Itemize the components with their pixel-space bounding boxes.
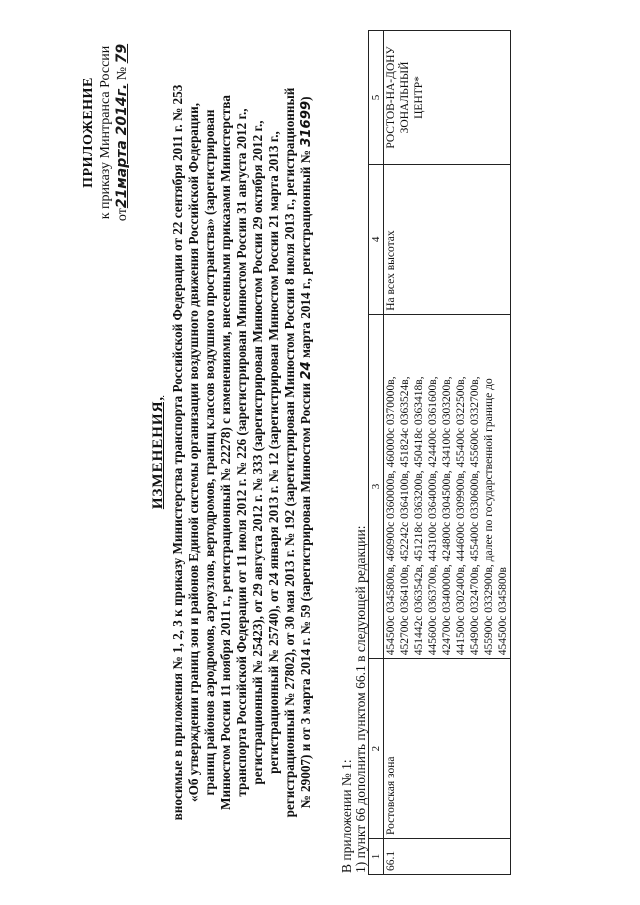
center-line: ЦЕНТР* — [413, 76, 425, 119]
date-prefix: от — [115, 208, 130, 222]
handwritten-day: 24 — [299, 361, 314, 380]
zone-name-cell: Ростовская зона — [384, 659, 511, 839]
boundaries-cell — [384, 314, 511, 659]
intro-line: «Об утверждении границ зон и районов Единой системы организации воздушного движения Российской Федерации, — [186, 103, 201, 803]
coordinates-line: 451442с 0363542в, 451218с 0363200в, 450418с 0363418в, — [413, 376, 425, 656]
handwritten-reg-number: 31699 — [299, 100, 314, 147]
table-row — [384, 31, 511, 875]
number-prefix: № — [115, 66, 130, 81]
appendix-order-line: к приказу Минтранса России — [98, 45, 113, 220]
intro-line: регистрационный № 25740), от 24 января 2013 г. № 12 (зарегистрирован Минюстом России 21 марта 2013 г., — [266, 131, 281, 774]
intro-line: Минюстом России 11 ноября 2011 г., регистрационный № 22278) с изменениями, внесенными приказами Министерства — [218, 95, 233, 810]
header-cell: 5 — [369, 31, 384, 165]
coordinates-line: 424700с 0340000в, 424800с 0304500в, 434100с 0303200в, — [441, 376, 453, 656]
handwritten-number: 79 — [114, 43, 130, 64]
header-cell: 1 — [369, 839, 384, 875]
handwritten-date: 21марта 2014г. — [114, 83, 130, 209]
appendix-block — [80, 20, 131, 245]
document-heading: ИЗМЕНЕНИЯ, — [150, 395, 166, 510]
coordinates-line: 454500с 0345800в, 460900с 0360000в, 460000с 0370000в, — [385, 376, 397, 656]
altitude-cell: На всех высотах — [384, 164, 511, 314]
intro-line: № 29007) и от 3 марта 2014 г. № 59 (зарегистрирован Минюстом России 24 марта 2014 г., регистрационный № 31699) — [298, 96, 314, 809]
coordinates-line: 454500с 0345800в — [497, 567, 509, 656]
center-line: ЗОНАЛЬНЫЙ — [399, 61, 411, 134]
center-line: РОСТОВ-НА-ДОНУ — [385, 46, 397, 149]
appendix-date-line — [114, 20, 131, 245]
header-cell: 4 — [369, 164, 384, 314]
zones-table — [368, 30, 511, 875]
header-cell: 3 — [369, 314, 384, 659]
intro-line: регистрационный № 27802), от 30 мая 2013 г. № 192 (зарегистрирован Минюстом России 8 июля 2013 г., регистрационный — [282, 87, 297, 818]
appendix-reference: В приложении № 1: — [339, 759, 354, 873]
amendment-instruction: 1) пункт 66 дополнить пунктом 66.1 в следующей редакции: — [353, 525, 368, 873]
intro-line: транспорта Российской Федерации от 11 июля 2012 г. № 226 (зарегистрирован Минюстом России 31 августа 2012 г., — [234, 108, 249, 797]
intro-paragraph — [170, 35, 315, 870]
intro-line: границ районов аэродромов, аэроузлов, вертодромов, границ классов воздушного пространства» (зарегистрирован — [202, 109, 217, 796]
coordinates-line: 452700с 0364100в, 452242с 0364100в, 451824с 0363524в, — [399, 376, 411, 656]
coordinates-line: 441500с 0302400в, 444600с 0309900в, 455400с 0322500в, — [455, 376, 467, 656]
center-cell — [384, 31, 511, 165]
coordinates-line: 445600с 0363700в, 443100с 0364000в, 424400с 0361600в, — [427, 376, 439, 656]
coordinates-line: 455900с 0332900в, далее по государственной границе до — [483, 378, 495, 656]
intro-line: вносимые в приложения № 1, 2, 3 к приказу Министерства транспорта Российской Федерации от 22 сентября 2011 г. № 253 — [170, 84, 185, 821]
intro-line: регистрационный № 25423), от 29 августа 2012 г. № 333 (зарегистрирован Минюстом России 29 октября 2012 г., — [250, 120, 265, 785]
coordinates-line: 454900с 0324700в, 455400с 0330600в, 455600с 0332700в, — [469, 376, 481, 656]
item-number-cell: 66.1 — [384, 839, 511, 875]
table-header-row — [369, 31, 384, 875]
appendix-title: ПРИЛОЖЕНИЕ — [81, 77, 96, 188]
header-cell: 2 — [369, 659, 384, 839]
